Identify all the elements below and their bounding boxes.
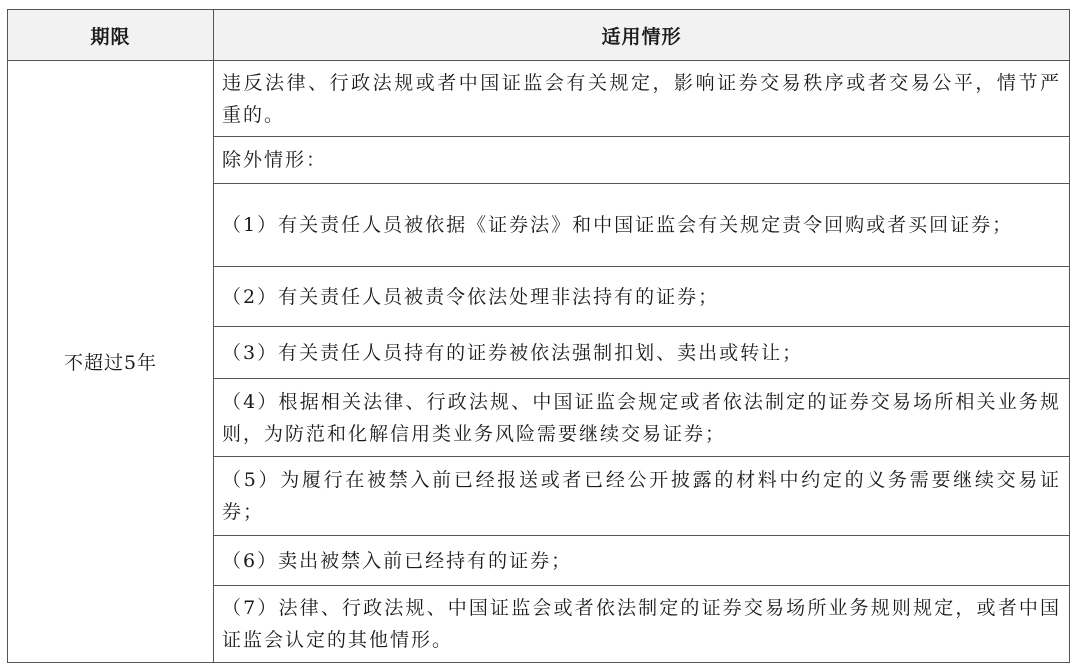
condition-cell xyxy=(214,267,1070,327)
conditions-header: 适用情形 xyxy=(214,10,1070,61)
condition-text: （2）有关责任人员被责令依法处理非法持有的证券； xyxy=(222,285,720,308)
condition-cell xyxy=(214,61,1070,137)
condition-cell xyxy=(214,137,1070,184)
condition-text: （5）为履行在被禁入前已经报送或者已经公开披露的材料中约定的义务需要继续交易证券； xyxy=(222,469,1061,523)
condition-text: （3）有关责任人员持有的证券被依法强制扣划、卖出或转让； xyxy=(222,341,804,364)
period-header: 期限 xyxy=(8,10,214,61)
condition-text: （6）卖出被禁入前已经持有的证券； xyxy=(222,549,573,572)
condition-cell xyxy=(214,184,1070,267)
table-header-row xyxy=(8,10,1070,61)
condition-text: 违反法律、行政法规或者中国证监会有关规定，影响证券交易秩序或者交易公平，情节严重的。 xyxy=(222,71,1061,126)
condition-cell xyxy=(214,586,1070,663)
condition-cell xyxy=(214,379,1070,457)
ban-period-table xyxy=(7,9,1070,663)
period-cell: 不超过5年 xyxy=(8,61,214,663)
condition-text: （1）有关责任人员被依据《证券法》和中国证监会有关规定责令回购或者买回证券； xyxy=(222,214,1014,236)
condition-text: 除外情形： xyxy=(222,149,328,171)
condition-text: （7）法律、行政法规、中国证监会或者依法制定的证券交易场所业务规则规定，或者中国证监会认定的其他情形。 xyxy=(222,597,1061,651)
condition-cell xyxy=(214,327,1070,379)
condition-cell xyxy=(214,457,1070,536)
condition-cell xyxy=(214,536,1070,586)
table-row xyxy=(8,61,1070,137)
condition-text: （4）根据相关法律、行政法规、中国证监会规定或者依法制定的证券交易场所相关业务规则，为防范和化解信用类业务风险需要继续交易证券； xyxy=(222,390,1061,445)
